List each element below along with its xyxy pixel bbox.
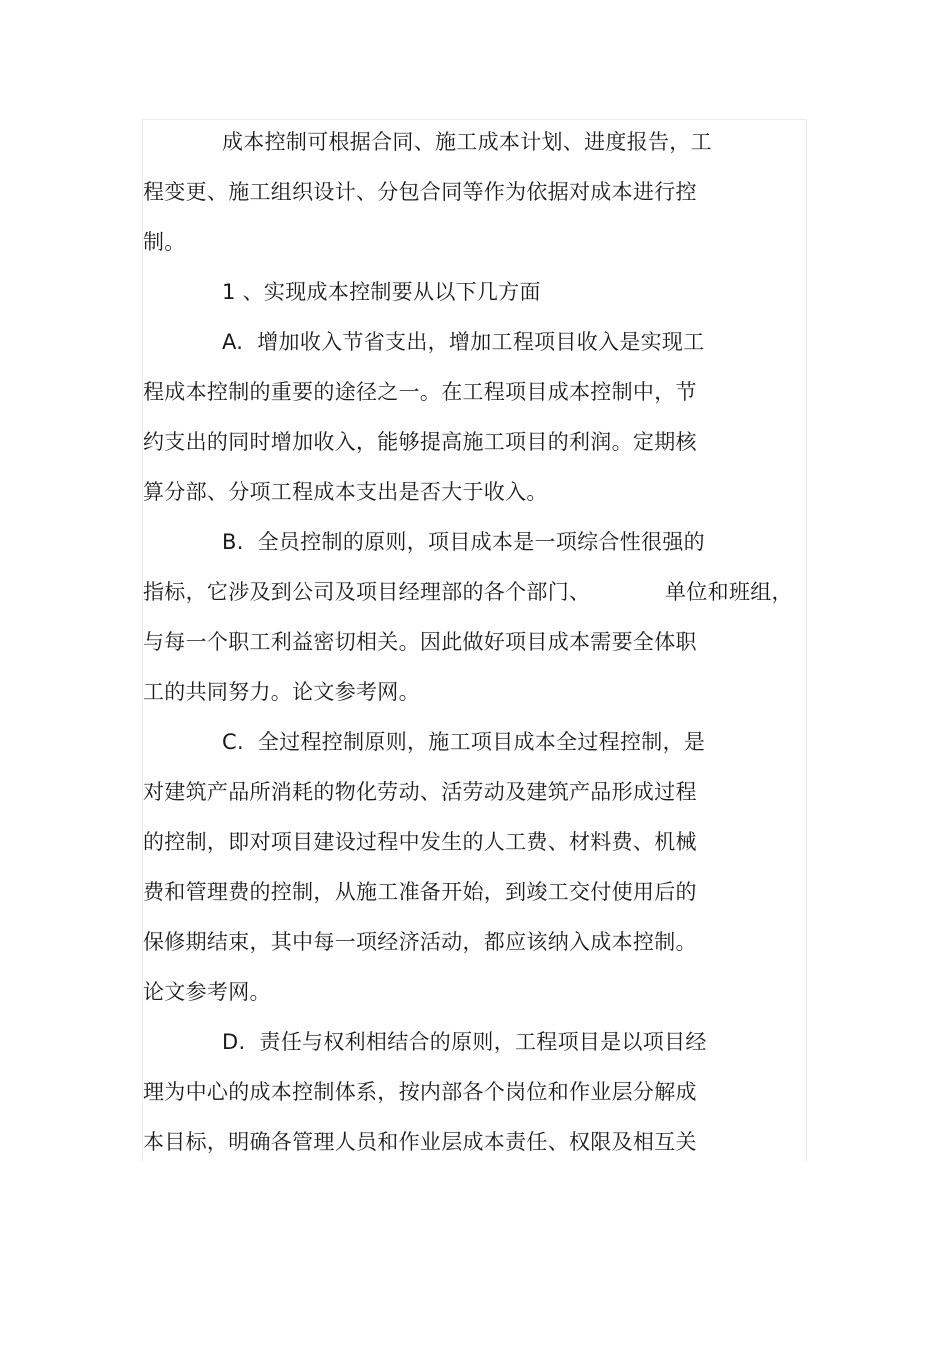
paragraph-line: 程变更、施工组织设计、分包合同等作为依据对成本进行控	[143, 180, 697, 204]
paragraph-line: 理为中心的成本控制体系，按内部各个岗位和作业层分解成	[143, 1080, 697, 1104]
paragraph-line: 与每一个职工利益密切相关。因此做好项目成本需要全体职	[143, 630, 697, 654]
paragraph-line: B. 全员控制的原则，项目成本是一项综合性很强的	[222, 530, 705, 554]
paragraph-line: 单位和班组，	[665, 580, 793, 604]
paragraph-line: 保修期结束，其中每一项经济活动，都应该纳入成本控制。	[143, 930, 697, 954]
paragraph-line: D. 责任与权利相结合的原则，工程项目是以项目经	[222, 1030, 707, 1054]
paragraph-line: 约支出的同时增加收入，能够提高施工项目的利润。定期核	[143, 430, 697, 454]
paragraph-line: A. 增加收入节省支出，增加工程项目收入是实现工	[222, 330, 705, 354]
paragraph-line: 指标，它涉及到公司及项目经理部的各个部门、	[143, 580, 591, 604]
paragraph-line: 工的共同努力。论文参考网。	[143, 680, 420, 704]
paragraph-line: 制。	[143, 230, 186, 254]
paragraph-line: 本目标，明确各管理人员和作业层成本责任、权限及相互关	[143, 1130, 697, 1154]
paragraph-line: 论文参考网。	[143, 980, 271, 1004]
paragraph-line: 成本控制可根据合同、施工成本计划、进度报告，工	[222, 130, 712, 154]
paragraph-line: 算分部、分项工程成本支出是否大于收入。	[143, 480, 548, 504]
paragraph-line: 的控制，即对项目建设过程中发生的人工费、材料费、机械	[143, 830, 697, 854]
paragraph-line: 程成本控制的重要的途径之一。在工程项目成本控制中，节	[143, 380, 697, 404]
section-heading: 1 、实现成本控制要从以下几方面	[222, 280, 541, 304]
paragraph-line: 费和管理费的控制，从施工准备开始，到竣工交付使用后的	[143, 880, 697, 904]
paragraph-line: C. 全过程控制原则，施工项目成本全过程控制，是	[222, 730, 706, 754]
paragraph-line: 对建筑产品所消耗的物化劳动、活劳动及建筑产品形成过程	[143, 780, 697, 804]
